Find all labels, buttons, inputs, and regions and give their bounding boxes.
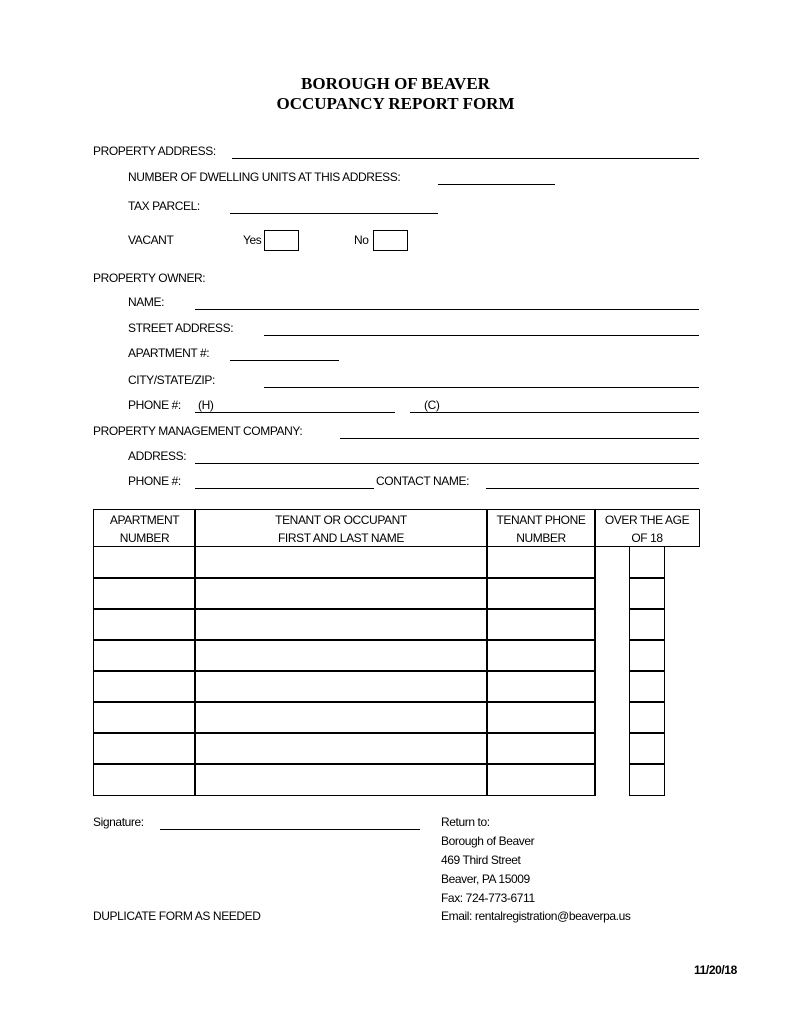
- dwelling-units-field[interactable]: [438, 184, 555, 185]
- property-address-label: PROPERTY ADDRESS:: [93, 144, 216, 158]
- return-line: 469 Third Street: [441, 853, 521, 867]
- street-address-label: STREET ADDRESS:: [128, 321, 234, 335]
- mgmt-address-field[interactable]: [195, 463, 699, 464]
- cell-over-18[interactable]: [629, 670, 665, 703]
- return-line: Return to:: [441, 815, 490, 829]
- cell-over-18[interactable]: [629, 577, 665, 610]
- form-date: 11/20/18: [694, 963, 737, 977]
- form-title-line2: OCCUPANCY REPORT FORM: [276, 94, 515, 113]
- cell-apartment[interactable]: [93, 546, 196, 579]
- cell-tenant-name[interactable]: [194, 763, 488, 796]
- cell-apartment[interactable]: [93, 577, 196, 610]
- cell-tenant-phone[interactable]: [486, 546, 596, 579]
- cell-over-18[interactable]: [629, 639, 665, 672]
- header-text: TENANT PHONE: [496, 513, 586, 527]
- cell-apartment[interactable]: [93, 639, 196, 672]
- form-title-line1: BOROUGH OF BEAVER: [301, 74, 490, 93]
- duplicate-note: DUPLICATE FORM AS NEEDED: [93, 909, 261, 923]
- tax-parcel-field[interactable]: [230, 213, 438, 214]
- contact-name-field[interactable]: [486, 488, 699, 489]
- cell-tenant-phone[interactable]: [486, 670, 596, 703]
- return-line: Beaver, PA 15009: [441, 872, 530, 886]
- owner-phone-label: PHONE #:: [128, 398, 181, 412]
- vacant-yes-checkbox[interactable]: [264, 230, 299, 251]
- cell-tenant-phone[interactable]: [486, 608, 596, 641]
- cell-tenant-phone[interactable]: [486, 701, 596, 734]
- dwelling-units-label: NUMBER OF DWELLING UNITS AT THIS ADDRESS:: [128, 170, 401, 184]
- mgmt-phone-label: PHONE #:: [128, 474, 181, 488]
- cell-over-18[interactable]: [629, 546, 665, 579]
- cell-phone-label: (C): [424, 398, 440, 412]
- header-text: OF 18: [631, 531, 663, 545]
- apartment-label: APARTMENT #:: [128, 346, 210, 360]
- cell-tenant-phone[interactable]: [486, 577, 596, 610]
- return-email: Email: rentalregistration@beaverpa.us: [441, 909, 631, 923]
- vacant-no-label: No: [354, 233, 369, 247]
- cell-tenant-name[interactable]: [194, 639, 488, 672]
- owner-name-field[interactable]: [195, 309, 699, 310]
- over-18-column-border: [594, 546, 595, 795]
- mgmt-phone-field[interactable]: [195, 488, 374, 489]
- property-address-field[interactable]: [232, 158, 699, 159]
- signature-field[interactable]: [160, 829, 420, 830]
- owner-name-label: NAME:: [128, 295, 165, 309]
- vacant-label: VACANT: [128, 233, 174, 247]
- cell-apartment[interactable]: [93, 608, 196, 641]
- header-over-18: [594, 509, 700, 547]
- cell-apartment[interactable]: [93, 732, 196, 765]
- city-state-zip-label: CITY/STATE/ZIP:: [128, 373, 215, 387]
- cell-apartment[interactable]: [93, 763, 196, 796]
- cell-tenant-phone[interactable]: [486, 732, 596, 765]
- cell-over-18[interactable]: [629, 701, 665, 734]
- header-text: APARTMENT: [109, 513, 180, 527]
- cell-apartment[interactable]: [93, 701, 196, 734]
- apartment-field[interactable]: [230, 360, 339, 361]
- management-company-field[interactable]: [340, 438, 699, 439]
- cell-tenant-phone[interactable]: [486, 763, 596, 796]
- property-owner-label: PROPERTY OWNER:: [93, 271, 206, 285]
- header-text: TENANT OR OCCUPANT: [275, 513, 407, 527]
- cell-tenant-name[interactable]: [194, 608, 488, 641]
- mgmt-address-label: ADDRESS:: [128, 449, 187, 463]
- header-text: OVER THE AGE: [604, 513, 690, 527]
- header-text: FIRST AND LAST NAME: [278, 531, 404, 545]
- cell-phone-field[interactable]: [410, 412, 699, 413]
- header-apartment-number: [93, 509, 196, 547]
- cell-over-18[interactable]: [629, 732, 665, 765]
- cell-tenant-name[interactable]: [194, 670, 488, 703]
- return-line: Borough of Beaver: [441, 834, 535, 848]
- vacant-no-checkbox[interactable]: [373, 230, 408, 251]
- city-state-zip-field[interactable]: [264, 387, 699, 388]
- cell-tenant-name[interactable]: [194, 701, 488, 734]
- cell-over-18[interactable]: [629, 763, 665, 796]
- cell-apartment[interactable]: [93, 670, 196, 703]
- street-address-field[interactable]: [264, 335, 699, 336]
- header-tenant-name: [194, 509, 488, 547]
- cell-tenant-name[interactable]: [194, 577, 488, 610]
- home-phone-label: (H): [198, 398, 214, 412]
- home-phone-field[interactable]: [195, 412, 395, 413]
- tax-parcel-label: TAX PARCEL:: [128, 199, 200, 213]
- cell-tenant-name[interactable]: [194, 546, 488, 579]
- management-company-label: PROPERTY MANAGEMENT COMPANY:: [93, 424, 303, 438]
- vacant-yes-label: Yes: [243, 233, 262, 247]
- header-text: NUMBER: [516, 531, 566, 545]
- cell-tenant-phone[interactable]: [486, 639, 596, 672]
- contact-name-label: CONTACT NAME:: [376, 474, 470, 488]
- header-tenant-phone: [486, 509, 596, 547]
- header-text: NUMBER: [119, 531, 170, 545]
- signature-label: Signature:: [93, 815, 144, 829]
- cell-over-18[interactable]: [629, 608, 665, 641]
- return-line: Fax: 724-773-6711: [441, 891, 535, 905]
- cell-tenant-name[interactable]: [194, 732, 488, 765]
